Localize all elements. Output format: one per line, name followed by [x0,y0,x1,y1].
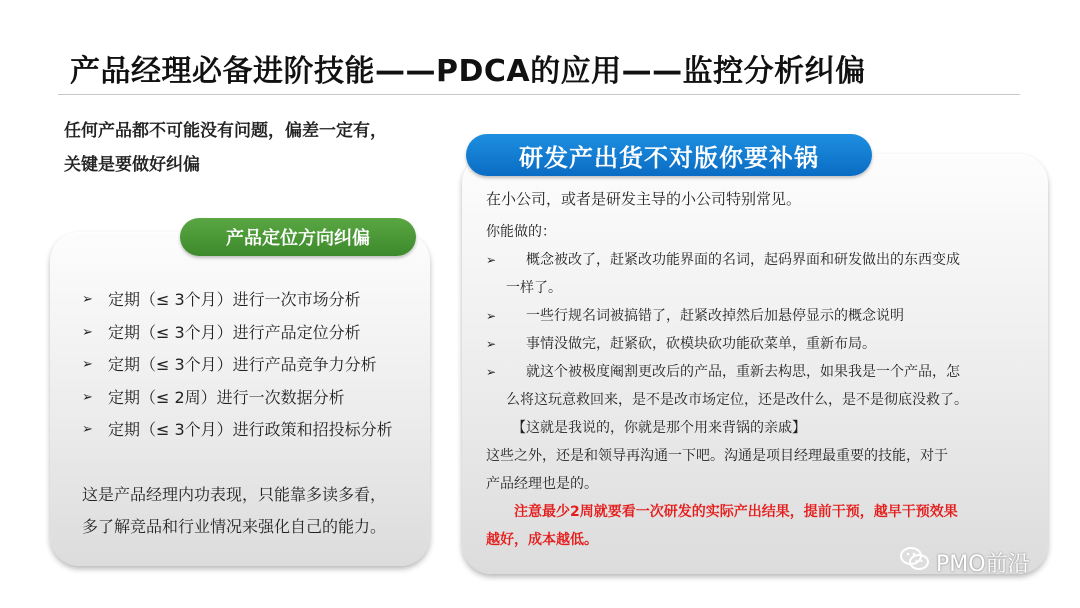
right-intro: 在小公司，或者是研发主导的小公司特别常见。 [486,190,802,208]
list-item-text: 一些行规名词被搞错了，赶紧改掉然后加悬停显示的概念说明 [526,308,904,324]
list-item [82,317,418,350]
summary-line-1: 这些之外，还是和领导再沟通一下吧。沟通是项目经理最重要的技能，对于 [486,448,948,464]
bullet-arrow-icon: ➢ [82,324,93,340]
list-item [82,349,418,382]
watermark-text: PMO前沿 [936,551,1030,577]
bullet-arrow-icon: ➢ [82,422,93,437]
bullet-arrow-icon: ➢ [82,357,93,372]
list-item [486,330,1026,358]
list-item-text: 定期（≤ 2周）进行一次数据分析 [108,387,345,407]
intro-line-2: 关键是要做好纠偏 [64,155,200,175]
list-item [486,246,1026,274]
bullet-arrow-icon: ➢ [486,365,497,379]
bullet-arrow-icon: ➢ [82,389,93,405]
watermark [900,546,1030,578]
can-do-label: 你能做的： [486,224,556,240]
list-item-text: 定期（≤ 3个月）进行政策和招投标分析 [108,420,393,439]
summary-line-2: 产品经理也是的。 [486,476,598,492]
warning-line-1: 注意最少2周就要看一次研发的实际产出结果，提前干预，越早干预效果 [514,504,958,520]
list-item [82,414,418,447]
wechat-icon [900,546,930,578]
bullet-arrow-icon: ➢ [486,309,497,323]
bullet-arrow-icon: ➢ [486,253,497,267]
warning-line-2: 越好，成本越低。 [486,532,598,548]
bracket-note: 【这就是我说的，你就是那个用来背锅的亲戚】 [512,420,806,436]
left-bullet-list [82,284,418,447]
bullet-arrow-icon: ➢ [82,292,93,307]
list-item [486,358,1026,386]
list-item [486,302,1026,330]
list-item-text: 定期（≤ 3个月）进行产品竞争力分析 [108,355,377,374]
intro-text [64,114,387,182]
left-panel-header: 产品定位方向纠偏 [180,218,416,256]
list-item-text: 事情没做完，赶紧砍，砍模块砍功能砍菜单，重新布局。 [526,336,876,352]
note-line-1: 这是产品经理内功表现，只能靠多读多看， [82,485,387,504]
right-panel-content [486,184,1026,554]
list-item-text: 定期（≤ 3个月）进行一次市场分析 [108,290,361,309]
list-item-text: 就这个被极度阉割更改后的产品，重新去构思，如果我是一个产品，怎 [526,364,960,380]
list-item-text: 定期（≤ 3个月）进行产品定位分析 [108,322,361,342]
list-item [82,284,418,317]
list-item-text: 概念被改了，赶紧改功能界面的名词，起码界面和研发做出的东西变成 [526,252,960,268]
list-item-continuation: 一样了。 [506,280,562,296]
list-item-continuation: 么将这玩意救回来，是不是改市场定位，还是改什么，是不是彻底没救了。 [506,392,968,408]
title-divider [58,94,1020,95]
page-title: 产品经理必备进阶技能——PDCA的应用——监控分析纠偏 [70,54,866,89]
bullet-arrow-icon: ➢ [486,337,497,351]
left-panel-note [82,479,422,543]
list-item [82,382,418,415]
intro-line-1: 任何产品都不可能没有问题，偏差一定有， [64,121,387,141]
right-panel-header: 研发产出货不对版你要补锅 [466,134,872,176]
note-line-2: 多了解竞品和行业情况来强化自己的能力。 [82,517,387,536]
